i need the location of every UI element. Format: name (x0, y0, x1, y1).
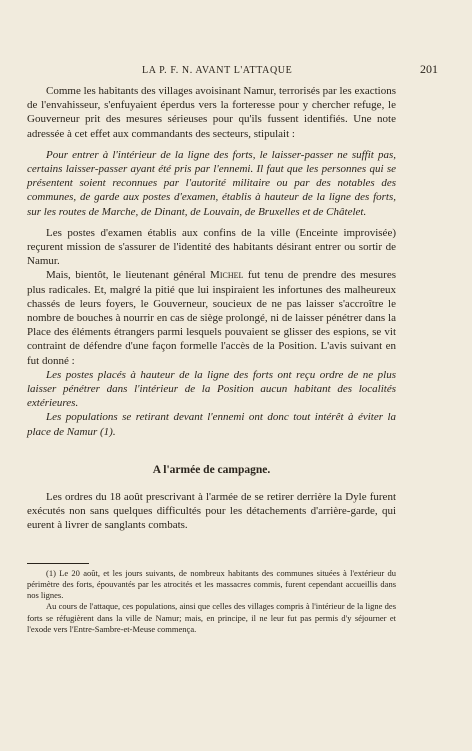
paragraph-campaign: Les ordres du 18 août prescrivant à l'armée de se retirer derrière la Dyle furent exécutés non sans quelques difficultés pour les détachements d'arrière-garde, qui eurent à livrer de sanglants combats. (27, 491, 396, 532)
paragraph-michel-rest: fut tenu de prendre des mesures plus radicales. Et, malgré la pitié que lui inspiraient les infortunes des malheureux chassés de leurs foyers, le Gouverneur, soucieux de ne pas laisser s'accroître le nombre de bouches à nourrir en cas de siège prolongé, ni de laisser pénétrer dans la Place des éléments étrangers parmi lesquels pouvaient se glisser des espions, se vit contraint de défendre d'une façon formelle l'accès de la Position. L'avis suivant en fut donné : (27, 269, 396, 367)
footnote-1: (1) Le 20 août, et les jours suivants, de nombreux habitants des communes situées à l'extérieur du périmètre des forts, épouvantés par les atrocités et les massacres commis, furent cependant accueillis dans nos lignes. (27, 567, 396, 601)
running-title: LA P. F. N. AVANT L'ATTAQUE (142, 65, 293, 76)
quoted-note (27, 148, 396, 219)
person-name-michel: Michel (210, 269, 244, 282)
paragraph-exam-posts: Les postes d'examen établis aux confins de la ville (Enceinte improvisée) reçurent mission de s'assurer de l'identité des habitants désirant entrer ou sortir de Namur. (27, 226, 396, 268)
section-heading: A l'armée de campagne. (152, 463, 271, 476)
footnote-1-continued: Au cours de l'attaque, ces populations, ainsi que celles des villages compris à l'intérieur de la ligne des forts se réfugièrent dans la ville de Namur; mais, en principe, il ne leur fut pas permis d'y séjourner et l'exode vers l'Entre-Sambre-et-Meuse commença. (27, 601, 396, 634)
page-body (27, 84, 396, 635)
footnote-divider (27, 563, 89, 564)
paragraph-michel (27, 268, 396, 367)
quoted-notice (27, 368, 396, 439)
quote-populations: Les populations se retirant devant l'ennemi ont donc tout intérêt à éviter la place de Namur (1). (27, 411, 396, 438)
quote-forts-order: Les postes placés à hauteur de la ligne des forts ont reçu ordre de ne plus laisser pénétrer dans l'intérieur de la Position aucun habitant des localités extérieures. (27, 368, 396, 410)
quote-sector-note: Pour entrer à l'intérieur de la ligne des forts, le laisser-passer ne suffit pas, certains laisser-passer ayant été pris par l'ennemi. Il faut que les personnes qui se présentent soient reconnues par l'autorité militaire ou par des notables des communes, de garde aux postes d'examen, établis à hauteur de la ligne des forts, sur les routes de Marche, de Dinant, de Louvain, de Bruxelles et de Châtelet. (27, 148, 396, 218)
footnotes (27, 568, 396, 635)
paragraph-intro: Comme les habitants des villages avoisinant Namur, terrorisés par les exactions de l'envahisseur, s'enfuyaient éperdus vers la forteresse pour y chercher refuge, le Gouverneur prit des mesures sérieuses pour qu'ils fussent identifiés. Une note adressée à cet effet aux commandants des secteurs, stipulait : (27, 85, 396, 140)
paragraph-michel-start: Mais, bientôt, le lieutenant général (46, 269, 211, 282)
page-number: 201 (420, 62, 438, 76)
